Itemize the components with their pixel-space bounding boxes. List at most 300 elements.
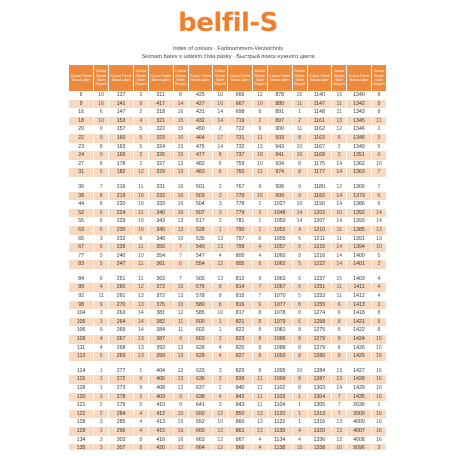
- colour-number-cell: 1163: [307, 134, 332, 143]
- header-cell: Colour Shade Stufe Stupeň: [133, 65, 148, 91]
- shade-cell: 11: [252, 134, 267, 143]
- shade-cell: 4: [371, 275, 386, 284]
- colour-number-cell: 22: [69, 134, 94, 143]
- colour-number-cell: 1093: [267, 352, 292, 361]
- table-row: [69, 125, 387, 134]
- colour-number-cell: 501: [188, 183, 213, 192]
- colour-number-cell: 340: [148, 209, 173, 218]
- header-cell: Colour Shade Stufe Stupeň: [252, 65, 267, 91]
- colour-number-cell: 1140: [307, 91, 332, 100]
- shade-cell: 2: [371, 260, 386, 269]
- colour-index-table: [69, 65, 387, 450]
- shade-cell: 2: [332, 143, 347, 152]
- shade-cell: 1: [371, 401, 386, 410]
- shade-cell: 11: [133, 209, 148, 218]
- colour-number-cell: 104: [69, 309, 94, 318]
- colour-number-cell: 1424: [347, 335, 372, 344]
- table-row: [69, 292, 387, 301]
- shade-cell: 3: [94, 235, 109, 244]
- colour-number-cell: 431: [188, 108, 213, 117]
- colour-number-cell: 900: [267, 125, 292, 134]
- colour-number-cell: 331: [148, 183, 173, 192]
- shade-cell: 16: [371, 410, 386, 419]
- colour-number-cell: 412: [148, 410, 173, 419]
- shade-cell: 3: [213, 401, 228, 410]
- colour-number-cell: 232: [109, 235, 134, 244]
- shade-cell: 14: [332, 160, 347, 169]
- colour-number-cell: 1120: [267, 410, 292, 419]
- colour-number-cell: 722: [228, 125, 253, 134]
- header-cell: Colour Farbe Barva Цвет: [267, 65, 292, 91]
- shade-cell: 6: [94, 275, 109, 284]
- colour-number-cell: 1088: [267, 344, 292, 353]
- shade-cell: 7: [332, 393, 347, 402]
- colour-number-cell: 260: [109, 283, 134, 292]
- table-row: [69, 168, 387, 177]
- table-row: [69, 235, 387, 244]
- shade-cell: 15: [173, 283, 188, 292]
- colour-number-cell: 450: [188, 125, 213, 134]
- colour-number-cell: 1130: [267, 427, 292, 436]
- shade-cell: 11: [133, 260, 148, 269]
- colour-number-cell: 153: [109, 117, 134, 126]
- shade-cell: 13: [371, 235, 386, 244]
- colour-number-cell: 147: [109, 108, 134, 117]
- shade-cell: 9: [292, 183, 307, 192]
- colour-number-cell: 503: [188, 192, 213, 201]
- colour-number-cell: 1086: [267, 335, 292, 344]
- colour-number-cell: 160: [109, 134, 134, 143]
- colour-number-cell: 307: [109, 444, 134, 450]
- shade-cell: 14: [371, 217, 386, 226]
- colour-number-cell: 1134: [267, 436, 292, 445]
- shade-cell: 6: [332, 134, 347, 143]
- shade-cell: 15: [173, 151, 188, 160]
- shade-cell: 14: [213, 108, 228, 117]
- colour-number-cell: 425: [188, 91, 213, 100]
- colour-number-cell: 737: [228, 151, 253, 160]
- shade-cell: 6: [94, 326, 109, 335]
- colour-number-cell: 475: [188, 143, 213, 152]
- colour-number-cell: 410: [148, 401, 173, 410]
- colour-number-cell: 137: [109, 91, 134, 100]
- colour-number-cell: 1067: [267, 283, 292, 292]
- colour-number-cell: 1161: [307, 117, 332, 126]
- table-row: [69, 275, 387, 284]
- colour-number-cell: 664: [188, 444, 213, 450]
- shade-cell: 7: [371, 183, 386, 192]
- shade-cell: 1: [292, 418, 307, 427]
- colour-number-cell: 1052: [267, 226, 292, 235]
- shade-cell: 13: [332, 436, 347, 445]
- shade-cell: 4: [133, 418, 148, 427]
- shade-cell: 16: [173, 209, 188, 218]
- shade-cell: 8: [94, 143, 109, 152]
- colour-number-cell: 38: [69, 192, 94, 201]
- colour-number-cell: 1345: [347, 117, 372, 126]
- shade-cell: 6: [213, 168, 228, 177]
- colour-number-cell: 799: [228, 243, 253, 252]
- colour-number-cell: 44: [69, 200, 94, 209]
- colour-number-cell: 554: [188, 260, 213, 269]
- shade-cell: 1: [94, 375, 109, 384]
- colour-number-cell: 464: [188, 134, 213, 143]
- colour-number-cell: 1426: [347, 344, 372, 353]
- shade-cell: 13: [332, 367, 347, 376]
- shade-cell: 8: [213, 292, 228, 301]
- colour-number-cell: 760: [228, 168, 253, 177]
- shade-cell: 13: [173, 375, 188, 384]
- shade-cell: 3: [371, 444, 386, 450]
- shade-cell: 8: [94, 192, 109, 201]
- colour-number-cell: 432: [188, 117, 213, 126]
- colour-number-cell: 880: [267, 100, 292, 109]
- shade-cell: 7: [252, 283, 267, 292]
- shade-cell: 5: [133, 143, 148, 152]
- colour-number-cell: 77: [69, 252, 94, 261]
- header-cell: Colour Farbe Barva Цвет: [109, 65, 134, 91]
- shade-cell: 8: [292, 326, 307, 335]
- shade-cell: 5: [94, 243, 109, 252]
- shade-cell: 15: [332, 275, 347, 284]
- colour-number-cell: 52: [69, 209, 94, 218]
- colour-number-cell: 698: [228, 108, 253, 117]
- shade-cell: 2: [252, 200, 267, 209]
- colour-number-cell: 517: [188, 217, 213, 226]
- colour-number-cell: 285: [109, 418, 134, 427]
- shade-cell: 14: [371, 209, 386, 218]
- colour-number-cell: 267: [109, 335, 134, 344]
- colour-number-cell: 628: [188, 344, 213, 353]
- shade-cell: 15: [173, 410, 188, 419]
- colour-number-cell: 816: [228, 301, 253, 310]
- shade-cell: 1: [292, 410, 307, 419]
- shade-cell: 1: [252, 217, 267, 226]
- shade-cell: 1: [133, 367, 148, 376]
- shade-cell: 9: [94, 134, 109, 143]
- shade-cell: 13: [252, 427, 267, 436]
- shade-cell: 1: [94, 384, 109, 393]
- shade-cell: 5: [133, 401, 148, 410]
- colour-number-cell: 1063: [267, 275, 292, 284]
- colour-number-cell: 277: [109, 367, 134, 376]
- shade-cell: 11: [292, 100, 307, 109]
- colour-number-cell: 1251: [307, 283, 332, 292]
- header-cell: Colour Shade Stufe Stupeň: [173, 65, 188, 91]
- colour-number-cell: 1392: [347, 209, 372, 218]
- colour-number-cell: 2036: [347, 401, 372, 410]
- shade-cell: 11: [292, 125, 307, 134]
- shade-cell: 10: [252, 160, 267, 169]
- colour-number-cell: 113: [69, 352, 94, 361]
- shade-cell: 6: [173, 260, 188, 269]
- colour-number-cell: 240: [109, 252, 134, 261]
- colour-number-cell: 1400: [347, 252, 372, 261]
- colour-number-cell: 767: [228, 183, 253, 192]
- shade-cell: 4: [252, 243, 267, 252]
- colour-number-cell: 416: [148, 436, 173, 445]
- colour-number-cell: 128: [69, 418, 94, 427]
- colour-number-cell: 1351: [347, 151, 372, 160]
- colour-number-cell: 731: [228, 134, 253, 143]
- shade-cell: 13: [332, 117, 347, 126]
- shade-cell: 14: [332, 260, 347, 269]
- shade-cell: 13: [332, 427, 347, 436]
- shade-cell: 5: [94, 260, 109, 269]
- colour-number-cell: 1379: [347, 192, 372, 201]
- colour-number-cell: 641: [188, 401, 213, 410]
- shade-cell: 5: [133, 125, 148, 134]
- shade-cell: 1: [213, 326, 228, 335]
- colour-number-cell: 585: [188, 309, 213, 318]
- table-row: [69, 252, 387, 261]
- colour-number-cell: 322: [148, 125, 173, 134]
- shade-cell: 14: [213, 117, 228, 126]
- shade-cell: 14: [133, 326, 148, 335]
- colour-number-cell: 1316: [307, 418, 332, 427]
- colour-number-cell: 547: [188, 252, 213, 261]
- shade-cell: 12: [213, 410, 228, 419]
- shade-cell: 12: [173, 309, 188, 318]
- shade-cell: 6: [332, 301, 347, 310]
- colour-number-cell: 284: [109, 410, 134, 419]
- shade-cell: 16: [371, 160, 386, 169]
- colour-number-cell: 759: [228, 160, 253, 169]
- colour-number-cell: 1391: [347, 235, 372, 244]
- colour-number-cell: 36: [69, 183, 94, 192]
- shade-cell: 13: [332, 418, 347, 427]
- colour-number-cell: 382: [148, 318, 173, 327]
- shade-cell: 10: [292, 367, 307, 376]
- colour-number-cell: 122: [69, 410, 94, 419]
- table-row: [69, 217, 387, 226]
- colour-number-cell: 1275: [307, 326, 332, 335]
- colour-number-cell: 1077: [267, 301, 292, 310]
- header-cell: Colour Shade Stufe Stupeň: [292, 65, 307, 91]
- shade-cell: 4: [94, 335, 109, 344]
- colour-number-cell: 1303: [307, 384, 332, 393]
- colour-number-cell: 1148: [307, 108, 332, 117]
- shade-cell: 8: [252, 367, 267, 376]
- colour-number-cell: 779: [228, 209, 253, 218]
- colour-number-cell: 578: [188, 292, 213, 301]
- colour-number-cell: 934: [267, 160, 292, 169]
- colour-number-cell: 279: [109, 401, 134, 410]
- shade-cell: 15: [371, 335, 386, 344]
- colour-number-cell: 1274: [307, 309, 332, 318]
- colour-number-cell: 1103: [267, 393, 292, 402]
- shade-cell: 10: [94, 91, 109, 100]
- shade-cell: 16: [371, 367, 386, 376]
- shade-cell: 11: [252, 375, 267, 384]
- shade-cell: 13: [173, 160, 188, 169]
- colour-number-cell: 67: [69, 243, 94, 252]
- colour-number-cell: 660: [188, 427, 213, 436]
- shade-cell: 8: [252, 335, 267, 344]
- header-cell: Colour Farbe Barva Цвет: [188, 65, 213, 91]
- shade-cell: 16: [173, 427, 188, 436]
- shade-cell: 2: [213, 375, 228, 384]
- header-cell: Colour Shade Stufe Stupeň: [332, 65, 347, 91]
- shade-cell: 8: [292, 344, 307, 353]
- table-row: [69, 344, 387, 353]
- colour-number-cell: 16: [69, 108, 94, 117]
- shade-cell: 13: [252, 143, 267, 152]
- colour-number-cell: 230: [109, 226, 134, 235]
- shade-cell: 5: [133, 134, 148, 143]
- colour-number-cell: 1342: [347, 100, 372, 109]
- colour-number-cell: 575: [188, 283, 213, 292]
- shade-cell: 9: [133, 375, 148, 384]
- colour-number-cell: 800: [228, 252, 253, 261]
- colour-number-cell: 1095: [267, 367, 292, 376]
- colour-number-cell: 1211: [307, 235, 332, 244]
- shade-cell: 4: [371, 292, 386, 301]
- colour-number-cell: 157: [109, 125, 134, 134]
- shade-cell: 4: [213, 393, 228, 402]
- table-row: [69, 326, 387, 335]
- shade-cell: 13: [173, 226, 188, 235]
- shade-cell: 3: [94, 309, 109, 318]
- shade-cell: 12: [213, 444, 228, 450]
- shade-cell: 11: [252, 168, 267, 177]
- colour-number-cell: 999: [267, 192, 292, 201]
- colour-number-cell: 1190: [307, 200, 332, 209]
- shade-cell: 12: [213, 427, 228, 436]
- colour-number-cell: 399: [148, 352, 173, 361]
- table-row: [69, 352, 387, 361]
- colour-number-cell: 1180: [307, 183, 332, 192]
- colour-number-cell: 372: [148, 283, 173, 292]
- shade-cell: 13: [371, 226, 386, 235]
- colour-number-cell: 404: [148, 367, 173, 376]
- shade-cell: 3: [213, 192, 228, 201]
- colour-number-cell: 941: [267, 151, 292, 160]
- colour-number-cell: 264: [109, 318, 134, 327]
- colour-number-cell: 348: [148, 235, 173, 244]
- colour-number-cell: 482: [188, 160, 213, 169]
- shade-cell: 3: [94, 418, 109, 427]
- colour-number-cell: 1078: [267, 309, 292, 318]
- colour-number-cell: 565: [188, 275, 213, 284]
- colour-number-cell: 1279: [307, 335, 332, 344]
- shade-cell: 6: [213, 160, 228, 169]
- colour-number-cell: 1343: [347, 108, 372, 117]
- colour-number-cell: 1027: [267, 200, 292, 209]
- colour-number-cell: 343: [148, 217, 173, 226]
- colour-number-cell: 387: [148, 335, 173, 344]
- shade-cell: 6: [252, 235, 267, 244]
- shade-cell: 4: [371, 283, 386, 292]
- shade-cell: 14: [292, 217, 307, 226]
- colour-number-cell: 1081: [267, 326, 292, 335]
- table-row: [69, 318, 387, 327]
- colour-number-cell: 719: [228, 117, 253, 126]
- colour-number-cell: 1222: [307, 260, 332, 269]
- colour-number-cell: 1202: [307, 209, 332, 218]
- table-row: [69, 427, 387, 436]
- shade-cell: 14: [133, 309, 148, 318]
- colour-number-cell: 65: [69, 235, 94, 244]
- colour-number-cell: 1313: [307, 410, 332, 419]
- colour-number-cell: 860: [228, 418, 253, 427]
- shade-cell: 5: [371, 143, 386, 152]
- shade-cell: 4: [292, 427, 307, 436]
- colour-number-cell: 637: [188, 384, 213, 393]
- shade-cell: 14: [332, 217, 347, 226]
- shade-cell: 8: [371, 100, 386, 109]
- header-cell: Colour Farbe Barva Цвет: [148, 65, 173, 91]
- colour-number-cell: 1215: [307, 243, 332, 252]
- shade-cell: 9: [94, 301, 109, 310]
- colour-number-cell: 580: [188, 301, 213, 310]
- shade-cell: 9: [252, 125, 267, 134]
- colour-number-cell: 1167: [307, 143, 332, 152]
- colour-number-cell: 1366: [347, 183, 372, 192]
- shade-cell: 17: [213, 134, 228, 143]
- shade-cell: 8: [252, 108, 267, 117]
- colour-number-cell: 974: [267, 168, 292, 177]
- colour-number-cell: 1393: [347, 217, 372, 226]
- shade-cell: 14: [213, 143, 228, 152]
- shade-cell: 10: [133, 252, 148, 261]
- shade-cell: 8: [292, 384, 307, 393]
- colour-number-cell: 797: [228, 235, 253, 244]
- table-row: [69, 401, 387, 410]
- shade-cell: 8: [133, 444, 148, 450]
- shade-cell: 3: [371, 301, 386, 310]
- shade-cell: 15: [173, 418, 188, 427]
- colour-number-cell: 1348: [347, 134, 372, 143]
- colour-number-cell: 406: [148, 375, 173, 384]
- colour-number-cell: 114: [69, 367, 94, 376]
- colour-number-cell: 121: [69, 401, 94, 410]
- shade-cell: 4: [213, 252, 228, 261]
- colour-number-cell: 1336: [307, 436, 332, 445]
- colour-number-cell: 878: [267, 91, 292, 100]
- colour-number-cell: 829: [228, 367, 253, 376]
- shade-cell: 14: [332, 384, 347, 393]
- shade-cell: 8: [133, 436, 148, 445]
- shade-cell: 3: [252, 209, 267, 218]
- shade-cell: 9: [94, 125, 109, 134]
- colour-number-cell: 135: [69, 444, 94, 450]
- shade-cell: 2: [292, 117, 307, 126]
- colour-number-cell: 134: [69, 436, 94, 445]
- shade-cell: 3: [94, 318, 109, 327]
- colour-number-cell: 1255: [307, 301, 332, 310]
- shade-cell: 13: [213, 275, 228, 284]
- shade-cell: 14: [292, 209, 307, 218]
- shade-cell: 15: [371, 352, 386, 361]
- shade-cell: 16: [332, 91, 347, 100]
- shade-cell: 8: [252, 309, 267, 318]
- shade-cell: 14: [332, 168, 347, 177]
- shade-cell: 11: [332, 292, 347, 301]
- colour-number-cell: 354: [148, 252, 173, 261]
- colour-number-cell: 141: [109, 100, 134, 109]
- colour-number-cell: 251: [109, 275, 134, 284]
- shade-cell: 8: [292, 375, 307, 384]
- shade-cell: 12: [173, 444, 188, 450]
- shade-cell: 1: [292, 108, 307, 117]
- colour-number-cell: 247: [109, 260, 134, 269]
- shade-cell: 5: [94, 352, 109, 361]
- table-row: [69, 367, 387, 376]
- colour-number-cell: 812: [228, 275, 253, 284]
- colour-number-cell: 1349: [347, 143, 372, 152]
- colour-number-cell: 384: [148, 326, 173, 335]
